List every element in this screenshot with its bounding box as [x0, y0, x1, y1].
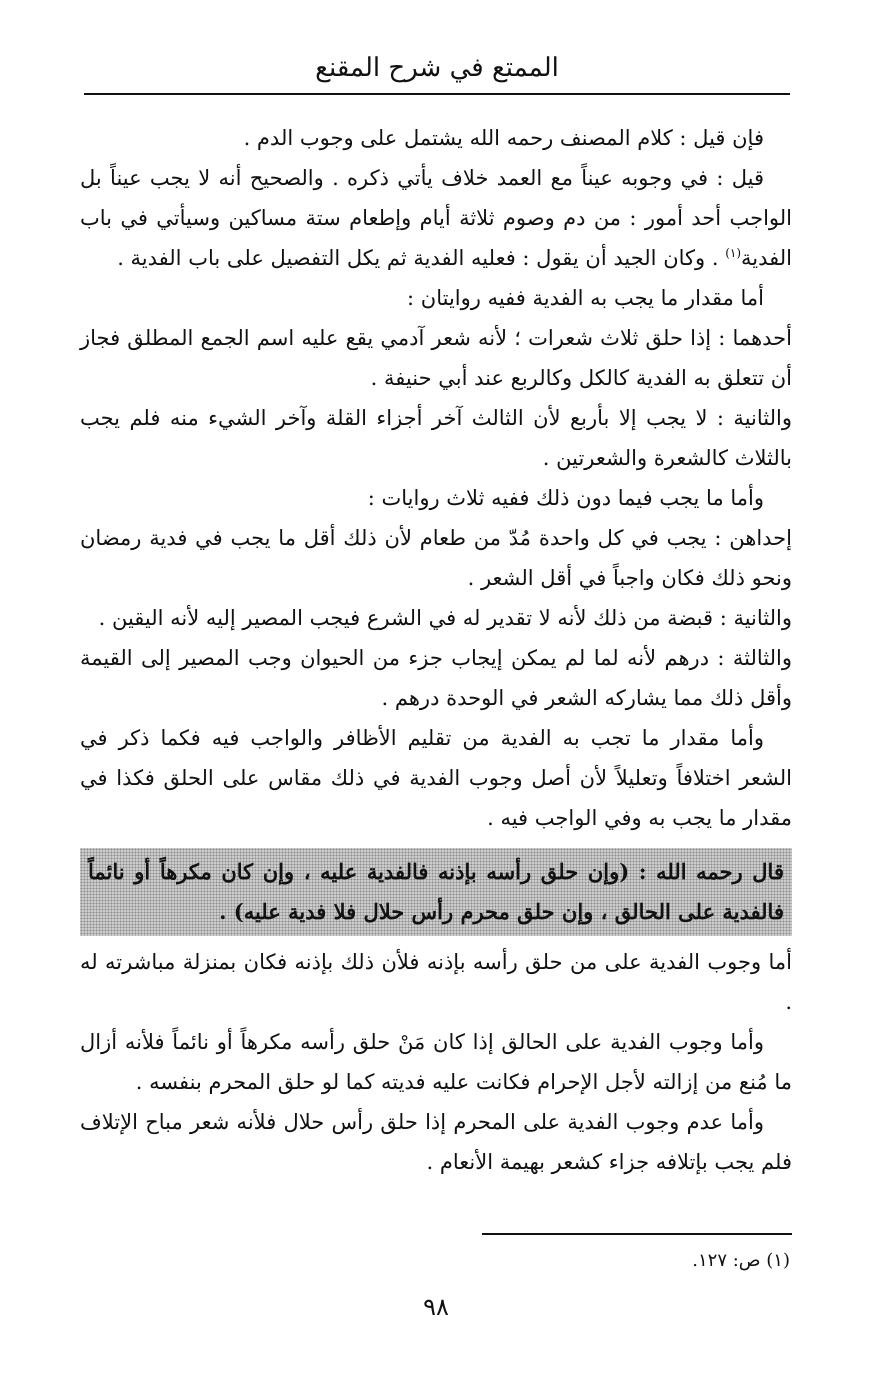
paragraph-narration-three: والثالثة : درهم لأنه لما لم يمكن إيجاب جزء من الحيوان وجب المصير إلى القيمة وأقل ذلك مما يشاركه الشعر في الوحدة درهم .	[80, 646, 792, 710]
paragraph-narration-one: إحداهن : يجب في كل واحدة مُدّ من طعام لأن ذلك أقل ما يجب في فدية رمضان ونحو ذلك فكان واجباً في أقل الشعر .	[80, 526, 792, 590]
paragraph-shaver-liability: وأما وجوب الفدية على الحالق إذا كان مَنْ حلق رأسه مكرهاً أو نائماً فلأنه أزال ما مُنع من إزالته لأجل الإحرام فكانت عليه فديته كما لو حلق المحرم بنفسه .	[80, 1030, 792, 1094]
paragraph-narration-two: والثانية : قبضة من ذلك لأنه لا تقدير له في الشرع فيجب المصير إليه لأنه اليقين .	[98, 606, 792, 630]
paragraph-reply	[80, 158, 792, 278]
paragraph-fidya-amount: أما مقدار ما يجب به الفدية ففيه روايتان :	[407, 286, 764, 310]
body-text	[80, 118, 792, 1182]
paragraph-reply-text: قيل : في وجوبه عيناً مع العمد خلاف يأتي ذكره . والصحيح أنه لا يجب عيناً بل الواجب أحد أمور : من دم وصوم ثلاثة أيام وإطعام ستة مساكين وسيأتي في باب الفدية	[80, 166, 792, 270]
header-rule	[84, 93, 790, 95]
paragraph-no-fidya: وأما عدم وجوب الفدية على المحرم إذا حلق رأس حلال فلأنه شعر مباح الإتلاف فلم يجب بإتلافه جزاء كشعر بهيمة الأنعام .	[80, 1110, 792, 1174]
footnote: (١) ص: ١٢٧.	[692, 1250, 790, 1271]
paragraph-objection: فإن قيل : كلام المصنف رحمه الله يشتمل على وجوب الدم .	[243, 126, 764, 150]
footnote-reference: (١)	[725, 246, 742, 260]
paragraph-reply-tail: . وكان الجيد أن يقول : فعليه الفدية ثم يكل التفصيل على باب الفدية .	[117, 246, 719, 270]
paragraph-first-narration: أحدهما : إذا حلق ثلاث شعرات ؛ لأنه شعر آدمي يقع عليه اسم الجمع المطلق فجاز أن تتعلق به الفدية كالكل وكالربع عند أبي حنيفة .	[80, 326, 792, 390]
running-header: الممتع في شرح المقنع	[315, 53, 559, 83]
matn-quote-box: قال رحمه الله : (وإن حلق رأسه بإذنه فالفدية عليه ، وإن كان مكرهاً أو نائماً فالفدية على الحالق ، وإن حلق محرم رأس حلال فلا فدية عليه) .	[80, 848, 792, 936]
page-number: ٩٨	[423, 1293, 449, 1321]
footnote-rule	[482, 1233, 792, 1235]
paragraph-nails: وأما مقدار ما تجب به الفدية من تقليم الأظافر والواجب فيه فكما ذكر في الشعر اختلافاً وتعليلاً لأن أصل وجوب الفدية في ذلك مقاس على الحلق فكذا في مقدار ما يجب به وفي الواجب فيه .	[80, 726, 792, 830]
paragraph-second-narration: والثانية : لا يجب إلا بأربع لأن الثالث آخر أجزاء القلة وآخر الشيء منه فلم يجب بالثلاث كالشعرة والشعرتين .	[80, 406, 792, 470]
paragraph-less-than: وأما ما يجب فيما دون ذلك ففيه ثلاث روايات :	[367, 486, 764, 510]
paragraph-shaving-permission: أما وجوب الفدية على من حلق رأسه بإذنه فلأن ذلك بإذنه فكان بمنزلة مباشرته له .	[80, 950, 792, 1014]
